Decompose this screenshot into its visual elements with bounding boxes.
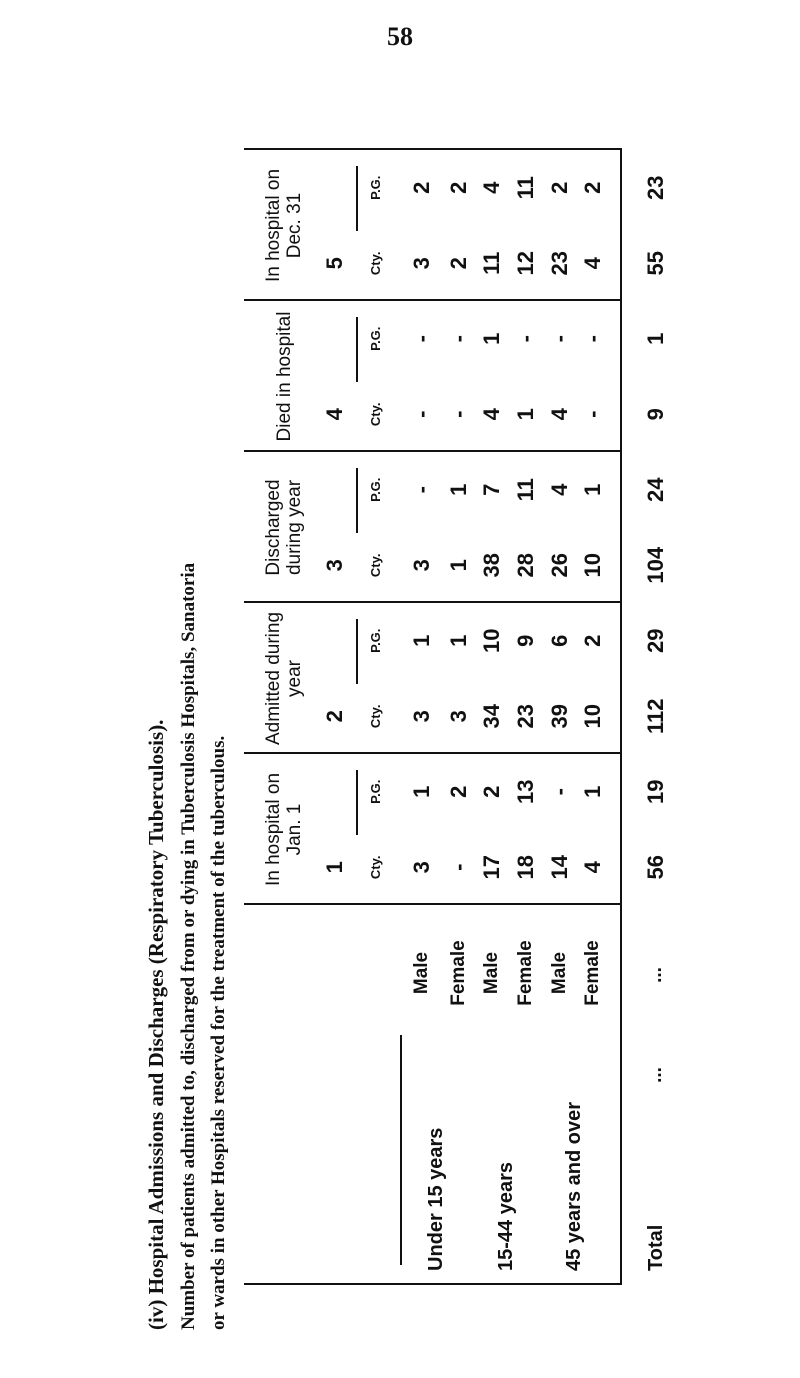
table-cell: 4: [547, 483, 572, 496]
table-cell: -: [513, 335, 538, 343]
total-cell: 23: [643, 175, 668, 200]
table-cell: 4: [547, 408, 572, 421]
table-cell: 23: [547, 251, 572, 276]
column-group-header: Admitted during year: [263, 611, 305, 746]
total-dots: ...: [645, 967, 666, 983]
total-cell: 112: [643, 698, 668, 734]
table-cell: -: [446, 410, 471, 418]
total-cell: 55: [643, 251, 668, 276]
table-cell: 12: [513, 251, 538, 276]
column-group-mark: 1: [322, 861, 347, 874]
table-cell: 28: [513, 553, 538, 578]
total-cell: 19: [643, 779, 668, 804]
table-cell: 14: [547, 855, 572, 880]
subheader-pg: P.G.: [367, 628, 383, 653]
subheader-cty: Cty.: [367, 855, 383, 880]
table-cell: 1: [446, 634, 471, 647]
total-cell: 1: [643, 332, 668, 345]
table-cell: 2: [446, 257, 471, 270]
table-cell: 13: [513, 779, 538, 804]
table-cell: 2: [409, 181, 434, 194]
sex-label: Female: [448, 940, 469, 1006]
table-cell: -: [409, 335, 434, 343]
subheader-cty: Cty.: [367, 704, 383, 729]
table-cell: 1: [446, 559, 471, 572]
column-group-mark: 3: [322, 559, 347, 572]
age-group-label: 15-44 years: [494, 1162, 517, 1271]
subheader-pg: P.G.: [367, 779, 383, 804]
sex-label: Female: [582, 940, 603, 1006]
table-cell: 23: [513, 704, 538, 729]
subheader-cty: Cty.: [367, 402, 383, 427]
table-cell: 2: [547, 181, 572, 194]
table-cell: 2: [479, 785, 504, 798]
table-cell: 1: [409, 785, 434, 798]
column-group-header: In hospital on Dec. 31: [263, 168, 305, 283]
column-group-header: Died in hospital: [273, 311, 295, 442]
table-cell: 38: [479, 553, 504, 578]
table-cell: 39: [547, 704, 572, 729]
table-cell: 4: [580, 861, 605, 874]
total-cell: 56: [643, 855, 668, 880]
table-cell: 26: [547, 553, 572, 578]
table-cell: 1: [479, 332, 504, 345]
table-cell: 1: [446, 483, 471, 496]
table-rule-horizontal: [400, 1035, 402, 1265]
tuberculosis-table: [244, 150, 668, 1285]
subheader-pg: P.G.: [367, 175, 383, 200]
table-title: (iv) Hospital Admissions and Discharges (Respiratory Tuberculosis).: [144, 719, 168, 1330]
table-cell: -: [547, 788, 572, 796]
table-cell: -: [547, 335, 572, 343]
table-cell: 2: [446, 181, 471, 194]
table-cell: 10: [580, 553, 605, 578]
table-cell: 2: [580, 181, 605, 194]
table-cell: 4: [580, 257, 605, 270]
sex-label: Male: [549, 951, 570, 995]
table-cell: 17: [479, 855, 504, 880]
table-cell: 9: [513, 634, 538, 647]
table-cell: -: [580, 335, 605, 343]
page-number: 58: [387, 22, 413, 51]
table-cell: 18: [513, 855, 538, 880]
sex-label: Male: [411, 951, 432, 995]
table-cell: -: [446, 863, 471, 871]
table-cell: 11: [513, 478, 538, 502]
total-cell: 29: [643, 628, 668, 653]
table-cell: 11: [479, 251, 504, 275]
column-group-mark: 4: [322, 408, 347, 421]
table-cell: 1: [580, 483, 605, 496]
total-cell: 9: [643, 408, 668, 421]
table-cell: 3: [409, 861, 434, 874]
age-group-label: Under 15 years: [424, 1127, 447, 1271]
total-cell: 24: [643, 477, 668, 502]
table-cell: 3: [409, 710, 434, 723]
table-cell: 2: [580, 634, 605, 647]
subheader-pg: P.G.: [367, 477, 383, 502]
total-dots: ...: [645, 1067, 666, 1083]
column-group-mark: 2: [322, 710, 347, 723]
sex-label: Female: [515, 940, 536, 1006]
table-cell: -: [446, 335, 471, 343]
table-cell: 10: [479, 628, 504, 653]
table-cell: 1: [580, 785, 605, 798]
table-cell: 1: [513, 408, 538, 421]
table-cell: 1: [409, 634, 434, 647]
table-cell: -: [409, 486, 434, 494]
age-group-label: 45 years and over: [562, 1102, 585, 1271]
table-rule-horizontal: [620, 148, 622, 1285]
table-cell: 34: [479, 704, 504, 729]
rotated-page-content: [0, 30, 800, 1330]
table-description-line-2: or wards in other Hospitals reserved for the treatment of the tuberculous.: [208, 735, 229, 1330]
table-cell: 7: [479, 483, 504, 496]
subheader-cty: Cty.: [367, 251, 383, 276]
table-cell: 3: [409, 257, 434, 270]
table-cell: 4: [479, 408, 504, 421]
table-cell: 11: [513, 176, 538, 200]
table-cell: 3: [446, 710, 471, 723]
table-cell: 4: [479, 181, 504, 194]
column-group-header: In hospital on Jan. 1: [263, 772, 305, 887]
table-cell: 3: [409, 559, 434, 572]
subheader-pg: P.G.: [367, 326, 383, 351]
sex-label: Male: [481, 951, 502, 995]
table-cell: -: [409, 410, 434, 418]
table-cell: 6: [547, 634, 572, 647]
table-cell: 10: [580, 704, 605, 729]
column-group-header: Discharged during year: [263, 479, 305, 576]
total-cell: 104: [643, 546, 668, 584]
column-group-mark: 5: [322, 257, 347, 270]
table-cell: -: [580, 410, 605, 418]
table-description-line-1: Number of patients admitted to, discharged from or dying in Tuberculosis Hospitals, Sanatoria: [178, 562, 199, 1330]
table-cell: 2: [446, 785, 471, 798]
subheader-cty: Cty.: [367, 553, 383, 578]
total-label: Total: [644, 1224, 667, 1271]
